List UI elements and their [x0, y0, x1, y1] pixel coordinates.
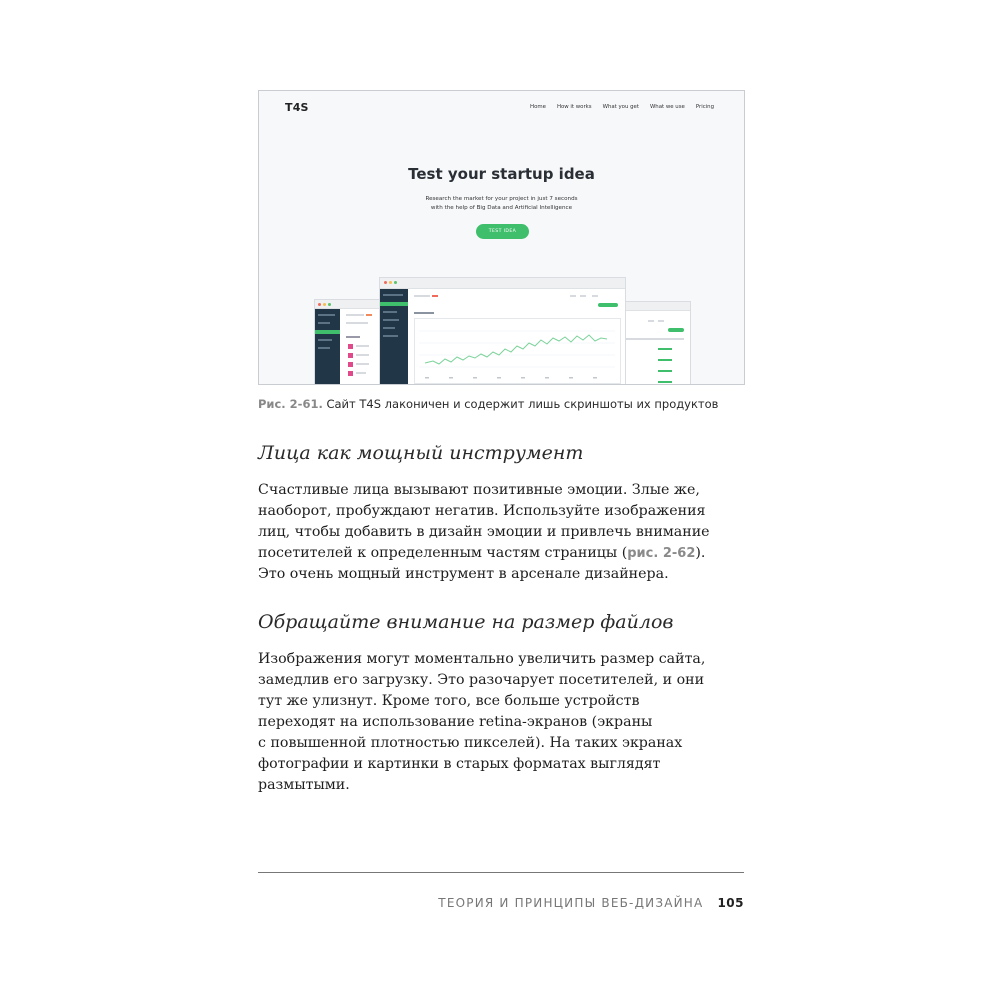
paragraph-line: тут же улизнут. Кроме того, все больше устройств: [258, 693, 640, 709]
page-number: 105: [717, 896, 744, 910]
chart-series-line: [425, 335, 607, 364]
test-idea-button: TEST IDEA: [476, 224, 529, 239]
t4s-nav: [530, 104, 714, 110]
hero-subtitle: [259, 195, 744, 213]
paragraph-line: размытыми.: [258, 777, 350, 793]
mockup-window-center: [379, 277, 626, 385]
nav-item-how-it-works: How it works: [556, 104, 592, 110]
hero-subtitle-line: with the help of Big Data and Artificial Intelligence: [430, 205, 573, 211]
paragraph-text: посетителей к определенным частям страницы (: [258, 545, 628, 561]
paragraph-line: с повышенной плотностью пикселей). На таких экранах: [258, 735, 683, 751]
running-footer: [438, 896, 744, 910]
footer-rule: [258, 872, 744, 873]
running-title: ТЕОРИЯ И ПРИНЦИПЫ ВЕБ-ДИЗАЙНА: [438, 896, 704, 910]
section-heading-faces: Лица как мощный инструмент: [258, 442, 584, 464]
mockup-window-left: [314, 299, 388, 385]
paragraph-line: Изображения могут моментально увеличить размер сайта,: [258, 651, 706, 667]
paragraph-line: [258, 543, 710, 564]
line-chart: [415, 319, 620, 383]
paragraph-line: Это очень мощный инструмент в арсенале дизайнера.: [258, 566, 669, 582]
paragraph-line: переходят на использование retina-экранов (экраны: [258, 714, 653, 730]
t4s-logo: T4S: [285, 101, 309, 114]
chart-card: [414, 318, 621, 384]
paragraph-line: замедлив его загрузку. Это разочарует посетителей, и они: [258, 672, 705, 688]
paragraph-line: Счастливые лица вызывают позитивные эмоции. Злые же,: [258, 482, 700, 498]
paragraph-file-size: [258, 649, 705, 796]
paragraph-text: ).: [695, 545, 706, 561]
figure-caption: [258, 397, 718, 411]
paragraph-line: наоборот, пробуждают негатив. Используйте изображения: [258, 503, 706, 519]
paragraph-line: фотографии и картинки в старых форматах выглядят: [258, 756, 661, 772]
figure-reference: рис. 2-62: [627, 546, 696, 561]
figure-caption-label: Рис. 2-61.: [258, 397, 323, 411]
figure-caption-text: Сайт T4S лаконичен и содержит лишь скриншоты их продуктов: [326, 397, 719, 411]
nav-item-what-we-use: What we use: [649, 104, 685, 110]
paragraph-faces: [258, 480, 710, 585]
nav-item-home: Home: [530, 104, 546, 110]
section-heading-file-size: Обращайте внимание на размер файлов: [258, 611, 674, 633]
mockup-window-right: [617, 301, 691, 385]
hero-subtitle-line: Research the market for your project in just 7 seconds: [425, 196, 578, 202]
nav-item-pricing: Pricing: [695, 104, 714, 110]
hero-title: Test your startup idea: [408, 165, 595, 183]
paragraph-line: лиц, чтобы добавить в дизайн эмоции и привлечь внимание: [258, 524, 710, 540]
nav-item-what-you-get: What you get: [602, 104, 639, 110]
figure-t4s-screenshot: [258, 90, 745, 385]
